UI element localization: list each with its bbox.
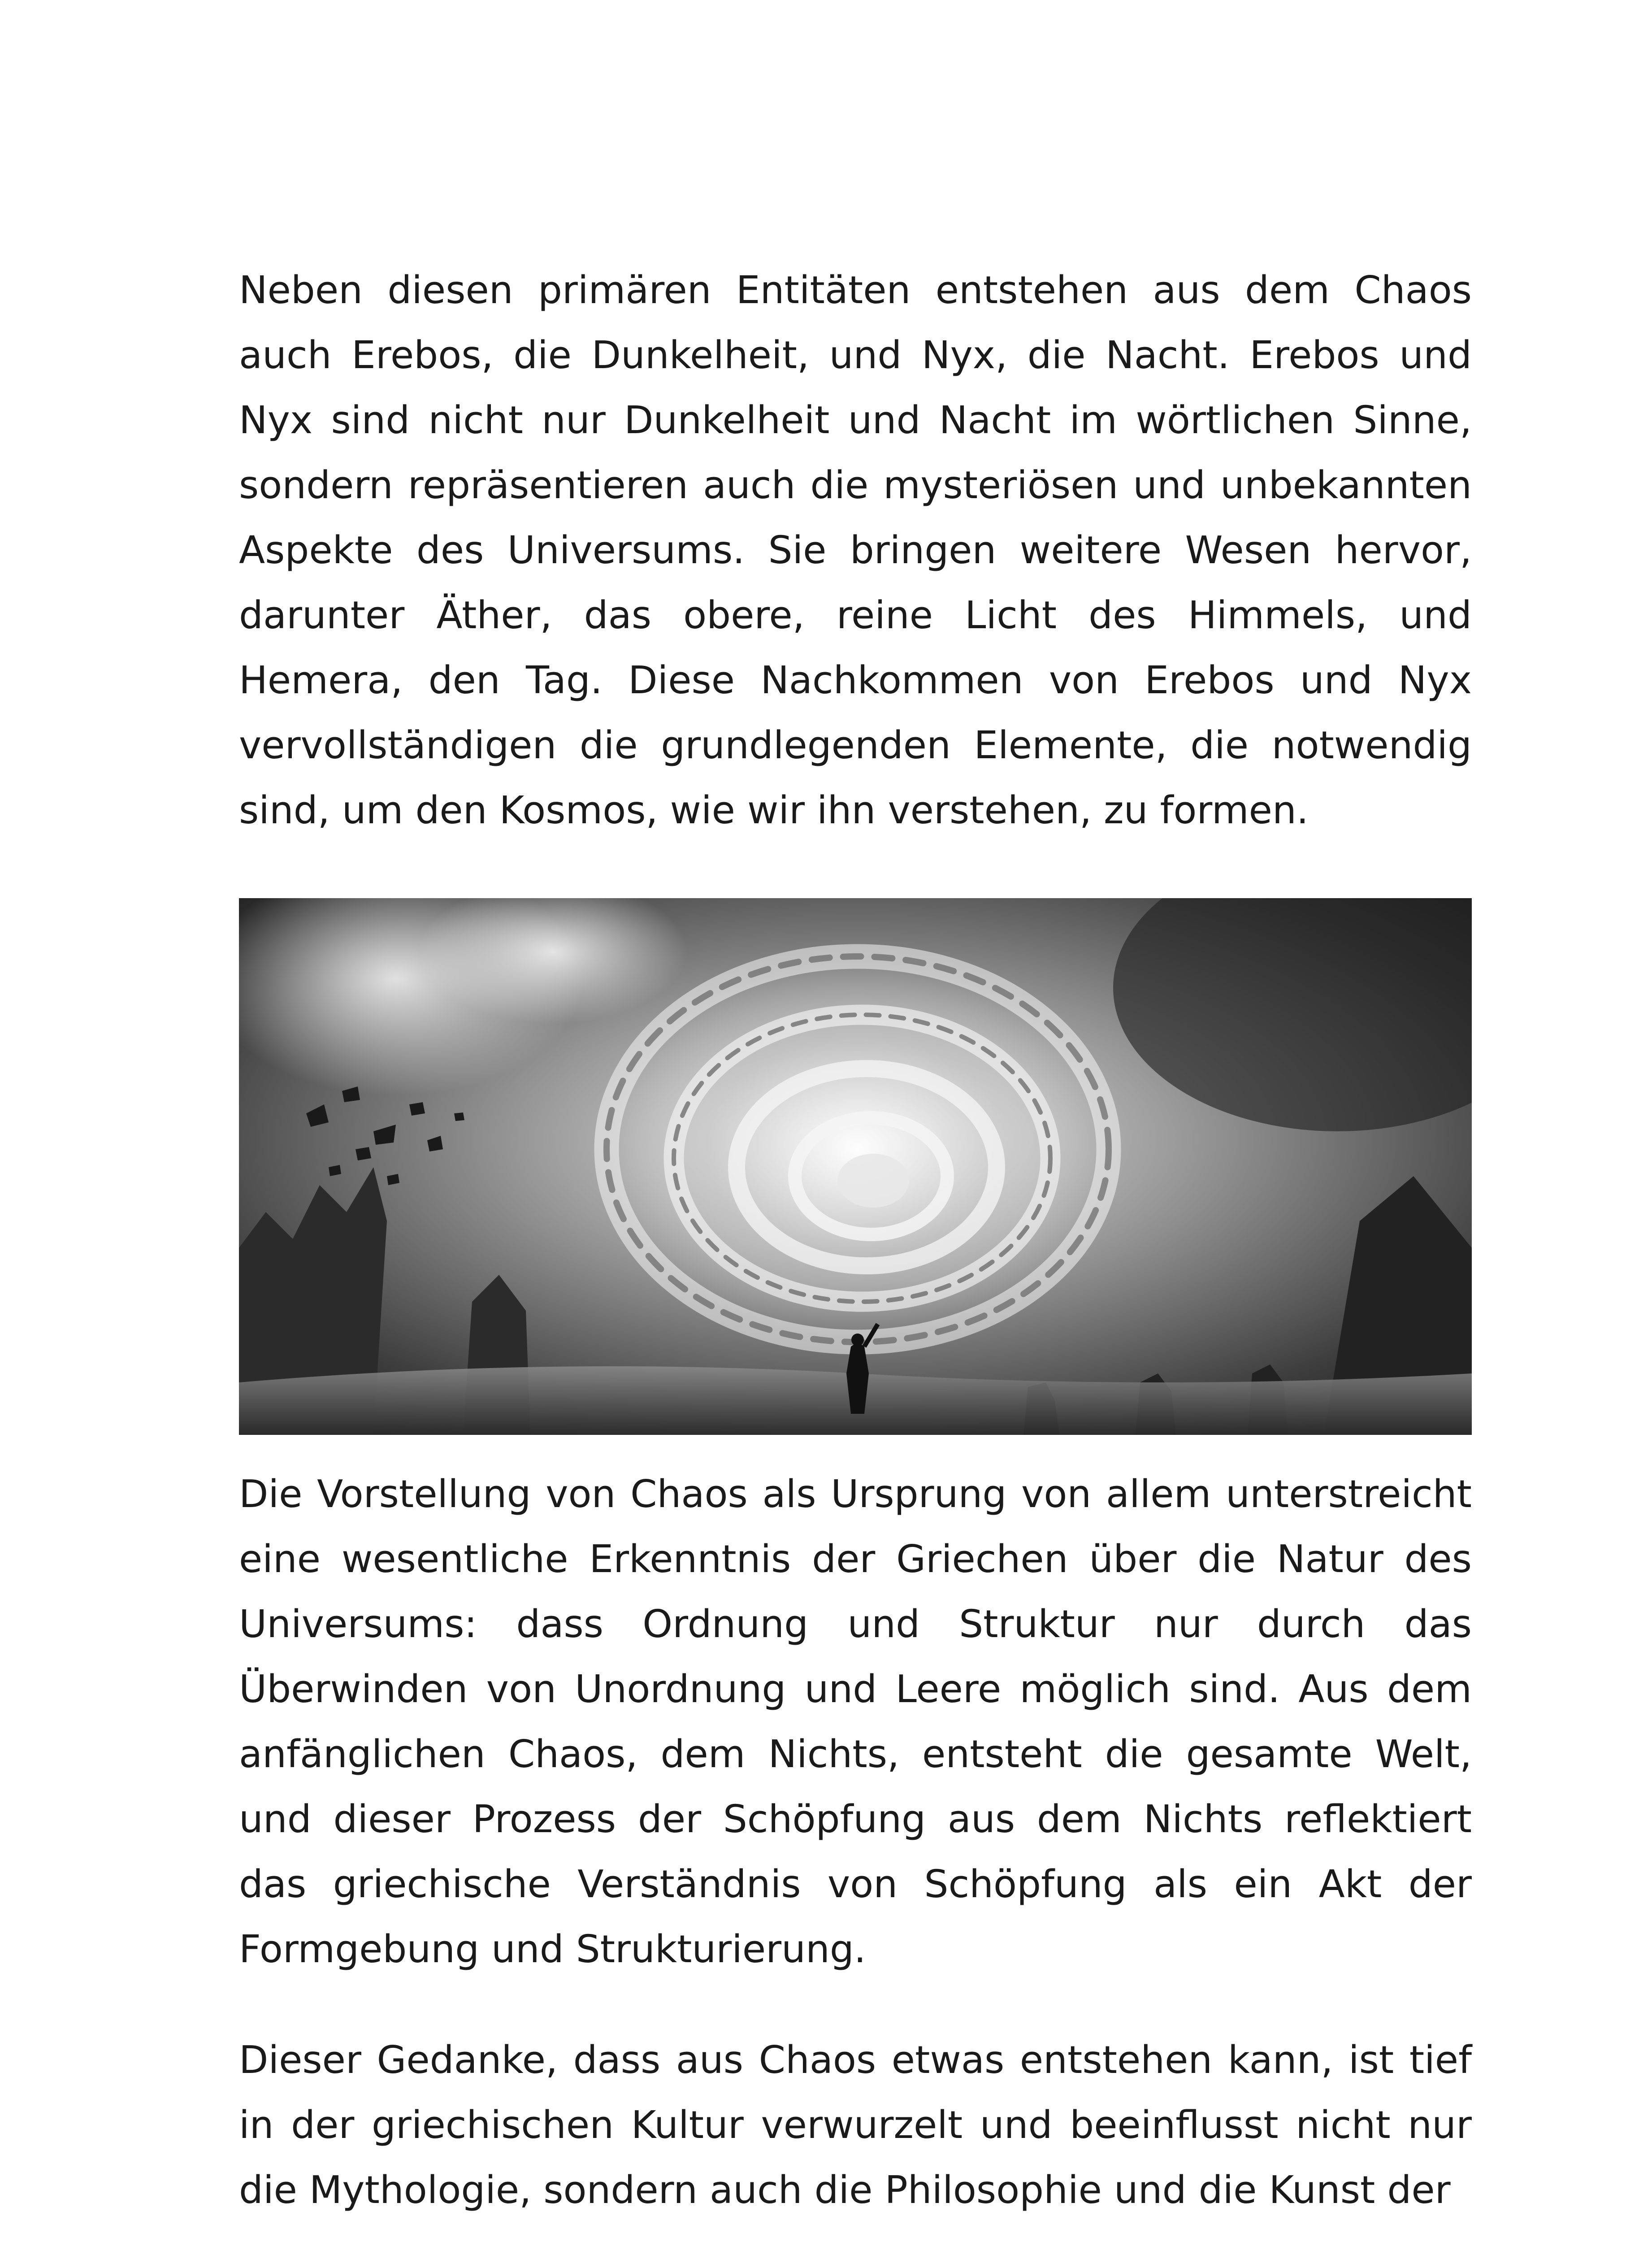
paragraph-erebos-nyx: Neben diesen primären Entitäten entstehen aus dem Chaos auch Erebos, die Dunkelheit, und Nyx, die Nacht. Erebos und Nyx sind nicht nur Dunkelheit und Nacht im wörtlichen Sinne, sondern repräsentieren auch die mysteriösen und unbekannten Aspekte des Universums. Sie bringen weitere Wesen hervor, darunter Äther, das obere, reine Licht des Himmels, und Hemera, den Tag. Diese Nachkommen von Erebos und Nyx vervollständigen die grundlegenden Elemente, die notwendig sind, um den Kosmos, wie wir ihn verstehen, zu formen. [239,268,1472,833]
paragraph-chaos-origin: Die Vorstellung von Chaos als Ursprung von allem unterstreicht eine wesentliche Erkenntnis der Griechen über die Natur des Universums: dass Ordnung und Struktur nur durch das Überwinden von Unordnung und Leere möglich sind. Aus dem anfänglichen Chaos, dem Nichts, entsteht die gesamte Welt, und dieser Prozess der Schöpfung aus dem Nichts reflektiert das griechische Verständnis von Schöpfung als ein Akt der Formgebung und Strukturierung. [239,1472,1472,1972]
chaos-vortex-illustration [239,898,1472,1435]
paragraph-greek-culture: Dieser Gedanke, dass aus Chaos etwas entstehen kann, ist tief in der griechischen Kultur verwurzelt und beeinflusst nicht nur die Mythologie, sondern auch die Philosophie und die Kunst der [239,2038,1472,2212]
